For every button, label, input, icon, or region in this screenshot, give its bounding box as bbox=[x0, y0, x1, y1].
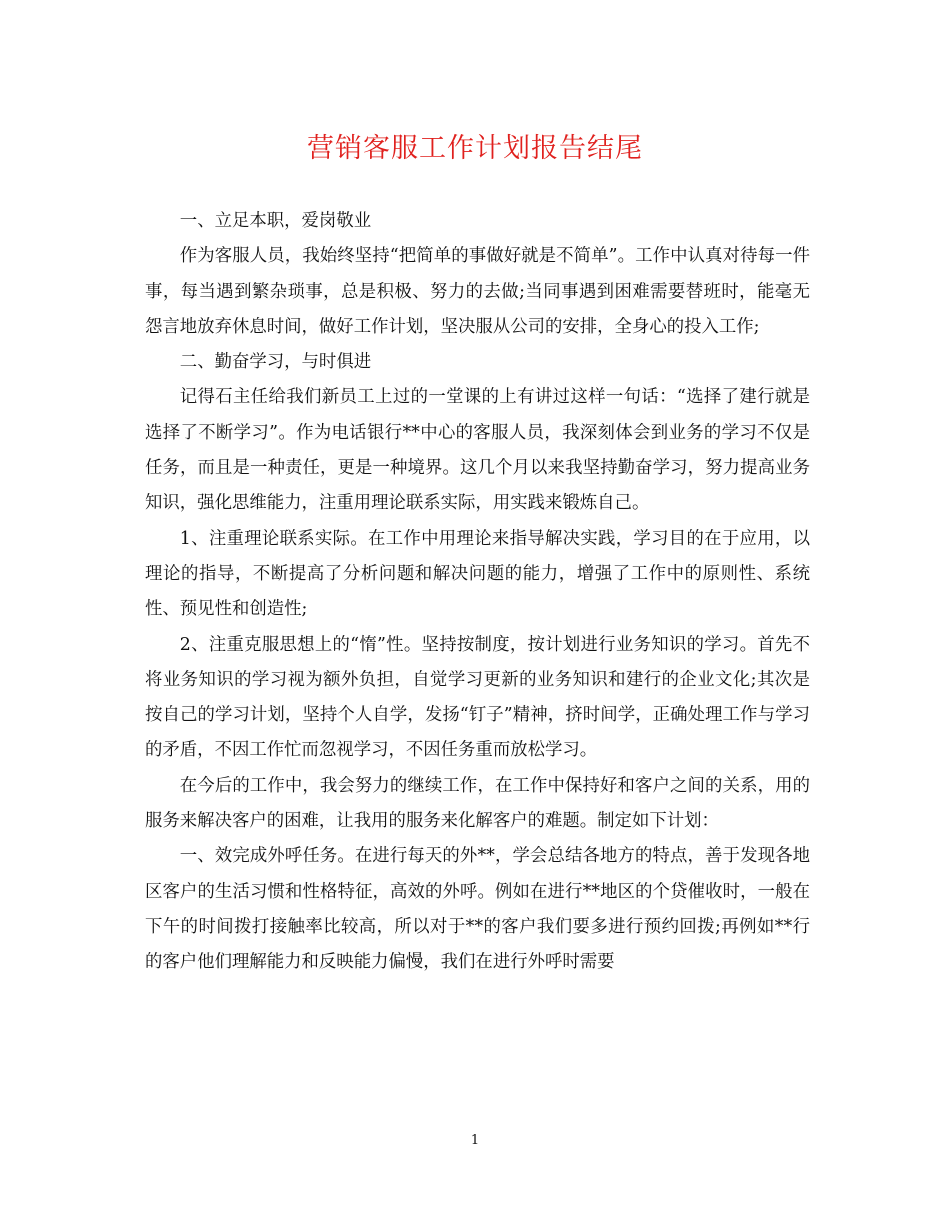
body-paragraph: 作为客服人员，我始终坚持“把简单的事做好就是不简单”。工作中认真对待每一件事，每当遇到繁杂琐事，总是积极、努力的去做;当同事遇到困难需要替班时，能毫无怨言地放弃休息时间，做好工作计划，坚决服从公司的安排，全身心的投入工作; bbox=[145, 246, 810, 337]
body-paragraph: 一、效完成外呼任务。在进行每天的外**，学会总结各地方的特点，善于发现各地区客户的生活习惯和性格特征，高效的外呼。例如在进行**地区的个贷催收时，一般在下午的时间拨打接触率比较高，所以对于**的客户我们要多进行预约回拨;再例如**行的客户他们理解能力和反映能力偏慢，我们在进行外呼时需要 bbox=[145, 846, 810, 973]
body-paragraph: 2、注重克服思想上的“惰”性。坚持按制度，按计划进行业务知识的学习。首先不将业务知识的学习视为额外负担，自觉学习更新的业务知识和建行的企业文化;其次是按自己的学习计划，坚持个人自学，发扬“钉子”精神，挤时间学，正确处理工作与学习的矛盾，不因工作忙而忽视学习，不因任务重而放松学习。 bbox=[145, 634, 810, 761]
body-paragraph: 在今后的工作中，我会努力的继续工作，在工作中保持好和客户之间的关系，用的服务来解决客户的困难，让我用的服务来化解客户的难题。制定如下计划： bbox=[145, 775, 810, 832]
body-paragraph: 记得石主任给我们新员工上过的一堂课的上有讲过这样一句话：“选择了建行就是选择了不断学习”。作为电话银行**中心的客服人员，我深刻体会到业务的学习不仅是任务，而且是一种责任，更是一种境界。这几个月以来我坚持勤奋学习，努力提高业务知识，强化思维能力，注重用理论联系实际，用实践来锻炼自己。 bbox=[145, 387, 810, 514]
document-body bbox=[145, 204, 810, 981]
body-paragraph: 1、注重理论联系实际。在工作中用理论来指导解决实践，学习目的在于应用，以理论的指导，不断提高了分析问题和解决问题的能力，增强了工作中的原则性、系统性、预见性和创造性; bbox=[145, 528, 810, 620]
section-heading: 一、立足本职，爱岗敬业 bbox=[179, 211, 372, 231]
page-number: 1 bbox=[470, 1133, 480, 1148]
section-heading: 二、勤奋学习，与时俱进 bbox=[179, 352, 372, 373]
page-title: 营销客服工作计划报告结尾 bbox=[307, 133, 643, 164]
